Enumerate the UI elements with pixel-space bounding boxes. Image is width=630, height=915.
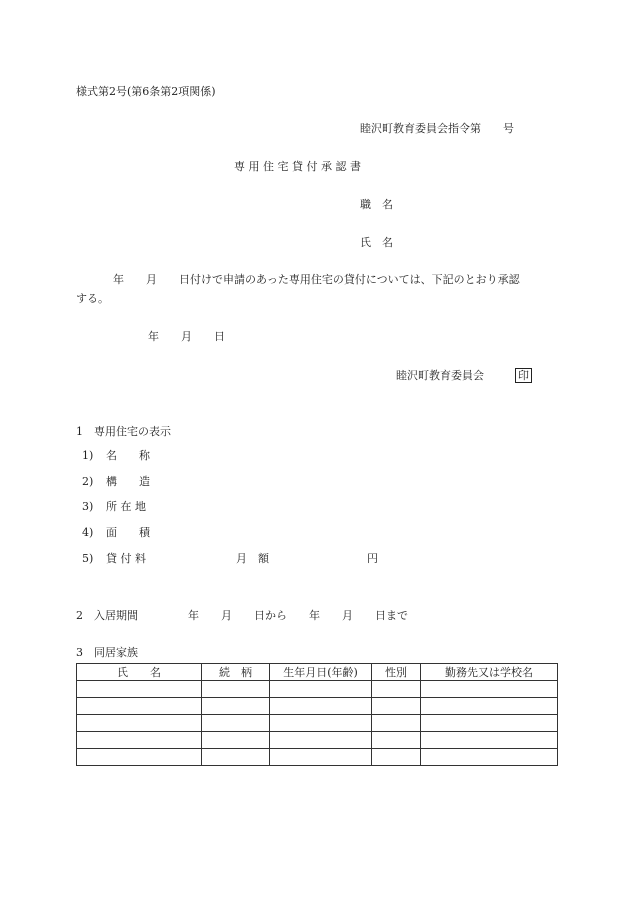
item-4-num: 4) <box>82 526 94 539</box>
table-row <box>77 715 558 732</box>
col-name: 氏 名 <box>77 664 202 681</box>
family-table-header <box>77 664 558 681</box>
item-2-num: 2) <box>82 475 94 488</box>
table-cell[interactable] <box>372 698 421 715</box>
table-cell[interactable] <box>372 715 421 732</box>
item-2-label: 構 造 <box>106 475 150 488</box>
table-cell[interactable] <box>77 749 202 766</box>
table-cell[interactable] <box>77 715 202 732</box>
item-4-label: 面 積 <box>106 526 150 539</box>
table-cell[interactable] <box>202 681 270 698</box>
item-3-label: 所 在 地 <box>106 500 146 513</box>
table-cell[interactable] <box>202 715 270 732</box>
issuer-block <box>396 368 532 383</box>
issue-date: 年 月 日 <box>148 330 225 343</box>
table-cell[interactable] <box>270 715 372 732</box>
table-cell[interactable] <box>270 732 372 749</box>
table-cell[interactable] <box>270 681 372 698</box>
table-cell[interactable] <box>372 732 421 749</box>
col-workplace: 勤務先又は学校名 <box>421 664 558 681</box>
section1-heading: 1 専用住宅の表示 <box>76 425 171 438</box>
table-row <box>77 681 558 698</box>
rent-unit: 円 <box>367 552 378 565</box>
body-text-line1: 年 月 日付けで申請のあった専用住宅の貸付については、下記のとおり承認 <box>113 273 520 286</box>
name-label: 氏 名 <box>360 236 393 249</box>
table-cell[interactable] <box>421 698 558 715</box>
item-3-num: 3) <box>82 500 94 513</box>
item-1-label: 名 称 <box>106 449 150 462</box>
table-row <box>77 698 558 715</box>
issuer-name: 睦沢町教育委員会 <box>396 369 484 382</box>
form-number: 様式第2号(第6条第2項関係) <box>76 85 216 98</box>
residence-period: 年 月 日から 年 月 日まで <box>188 609 408 622</box>
table-cell[interactable] <box>202 698 270 715</box>
table-row <box>77 732 558 749</box>
table-cell[interactable] <box>77 732 202 749</box>
table-cell[interactable] <box>421 715 558 732</box>
section2-heading: 2 入居期間 <box>76 609 138 622</box>
table-cell[interactable] <box>77 681 202 698</box>
rent-monthly-label: 月 額 <box>236 552 269 565</box>
table-cell[interactable] <box>202 732 270 749</box>
table-cell[interactable] <box>421 681 558 698</box>
col-birthdate: 生年月日(年齢) <box>270 664 372 681</box>
item-1-num: 1) <box>82 449 94 462</box>
document-title: 専 用 住 宅 貸 付 承 認 書 <box>234 160 361 173</box>
table-row <box>77 749 558 766</box>
table-cell[interactable] <box>202 749 270 766</box>
job-title-label: 職 名 <box>360 198 393 211</box>
table-cell[interactable] <box>421 749 558 766</box>
family-table <box>76 663 558 766</box>
table-cell[interactable] <box>270 749 372 766</box>
body-text-line2: する。 <box>76 292 109 305</box>
table-cell[interactable] <box>270 698 372 715</box>
document-number: 睦沢町教育委員会指令第 号 <box>360 122 514 135</box>
col-gender: 性別 <box>372 664 421 681</box>
item-5-num: 5) <box>82 552 94 565</box>
table-cell[interactable] <box>77 698 202 715</box>
table-cell[interactable] <box>421 732 558 749</box>
item-5-label: 貸 付 料 <box>106 552 146 565</box>
seal-mark: 印 <box>515 368 532 383</box>
col-relation: 続 柄 <box>202 664 270 681</box>
table-cell[interactable] <box>372 749 421 766</box>
table-cell[interactable] <box>372 681 421 698</box>
section3-heading: 3 同居家族 <box>76 646 138 659</box>
